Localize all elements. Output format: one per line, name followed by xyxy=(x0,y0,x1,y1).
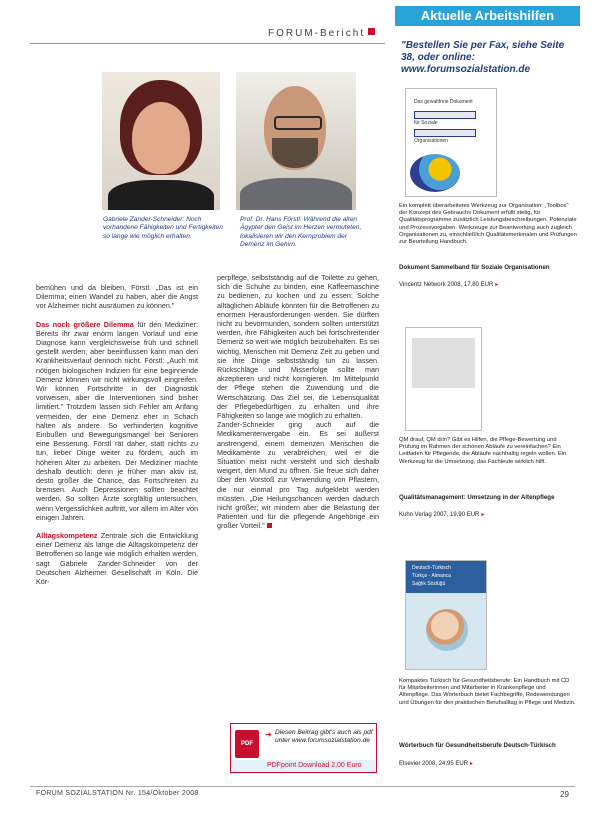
cover-bar xyxy=(414,111,476,119)
article-column-2 xyxy=(217,273,379,531)
cover-line: Deutsch-Türkisch xyxy=(412,565,451,571)
triangle-right-icon: ▸ xyxy=(470,761,474,767)
cover-bar xyxy=(414,129,476,137)
cover-graphic xyxy=(426,609,468,651)
section-marker-icon xyxy=(368,28,375,35)
cover-graphic xyxy=(412,338,475,388)
book-description-1: Ein komplett überarbeitetes Werkzeug zur Organisation: „Toolbox" der Konzept des Gebrauchs Dokument erfüllt stetig, für Qualitätsprogramme zusätzlich Leistungsbeschreibungen, Potenziale und Prozessvorgaben. Werkzeuge zur Beantwortung auch zugleich Organisationen zu, einschließlich Qualitätsmerkmalen und Prüfungen zur Beurteilung Handbuch. xyxy=(399,203,577,246)
book-cover-1 xyxy=(405,88,497,197)
triangle-right-icon: ▸ xyxy=(481,512,485,518)
photo-caption-2: Prof. Dr. Hans Förstl: Während die alten Ägypter den Geist im Herzen vermuteten, lokalisieren wir den Kernproblem der Demenz im Gehirn. xyxy=(240,216,362,249)
article-column-1 xyxy=(36,283,198,586)
book-price-2: Kuhn Verlag 2007, 19,90 EUR ▸ xyxy=(399,512,485,518)
book-cover-3 xyxy=(405,560,487,670)
book-title-2: Qualitätsmanagement: Umsetzung in der Altenpflege xyxy=(399,494,555,501)
paragraph: perpflege, selbstständig auf die Toilette zu gehen, sich die Schuhe zu binden, eine Kaffeemaschine zu bedienen, zu kochen und zu essen: Solche alltäglichen Abläufe könnten für die Betroffenen zu enormen Herausforderungen werden. Sie dürften nicht zu bevormunden, sondern sollten unterstützt werden, ihre Fähigkeiten auch bei fortschreitender Demenz so weit wie möglich beizubehalten. Es sei wichtig, Menschen mit Demenz Zeit zu geben und sie ihre Dinge selbstständig tun zu lassen. Rückschläge und Misserfolge sollte man akzeptieren und nicht korrigieren. Im Mittelpunkt der Pflege stehen die Zuwendung und die Wertschätzung. Das Ziel sei, die Lebensqualität der Pflegebedürftigen zu erhalten und ihre Fähigkeiten so lange wie möglich zu erhalten. xyxy=(217,273,379,421)
photo-caption-1: Gabriele Zander-Schneider: Noch vorhandene Fähigkeiten und Fertigkeiten so lange wie möglich erhalten. xyxy=(103,216,223,240)
lead-heading: Das noch größere Dilemma xyxy=(36,319,134,329)
paragraph xyxy=(36,320,198,522)
arrow-right-icon: ➔ xyxy=(265,730,272,739)
book-description-3: Kompaktes Türkisch für Gesundheitsberufe: Ein Handbuch mit CD für Mitarbeiterinnen und Mitarbeiter in Krankenpflege und Altenpflege. Das Wörterbuch bietet Fachbegriffe, Redewendungen und Übungen für den praktischen Berufsalltag in Pflege und Medizin. xyxy=(399,678,576,706)
portrait-beard xyxy=(272,138,318,168)
cover-line: für Soziale xyxy=(414,120,438,126)
paragraph-text: Zentrale sich die Entwicklung einer Demenz als lange die Alltagskompetenz der Betroffenen so lange wie möglich erhalten werden, sagt Gabriele Zander-Schneider von der Deutschen Alzheimer Gesellschaft in Köln. Die Kör- xyxy=(36,531,199,587)
photo-hans-foerstl xyxy=(236,72,356,210)
article-end-icon xyxy=(267,523,272,528)
book-cover-2 xyxy=(405,327,482,431)
section-label: FORUM-Bericht xyxy=(268,28,375,39)
paragraph: bemühen und da bleiben, Förstl. „Das ist ein Dilemma; einen Wandel zu haben, aber die Angst vor Alzheimer nicht ausräumen zu können." xyxy=(36,283,198,311)
cover-band xyxy=(406,561,486,593)
paragraph xyxy=(36,531,198,586)
header-rule xyxy=(30,43,385,44)
cover-line: Türkçe - Almanca xyxy=(412,573,451,579)
pdf-price-strip: PDFpoint Download 2,00 Euro xyxy=(231,760,376,772)
book-title-3: Wörterbuch für Gesundheitsberufe Deutsch-Türkisch xyxy=(399,742,556,749)
lead-heading: Alltagskompetenz xyxy=(36,531,98,541)
footer-publication: FORUM SOZIALSTATION Nr. 154/Oktober 2008 xyxy=(36,790,199,797)
sidebar-banner: Aktuelle Arbeitshilfen xyxy=(395,6,580,26)
paragraph-text: Zander-Schneider ging auch auf die Medikamentenvergabe ein. Es sei äußerst anstrengend, einem demenzen Menschen die Medikamente zu verabreichen, weil er die Situation meist nicht versteht und sich deshalb weigert, den Mund zu öffnen. Sie freue sich daher über den Vorstoß zur Verwendung von Pflastern, die nur einmal pro Tag aufgeklebt werden müssten. „Die Heilungschancen werden dadurch nicht größer; wir mindern aber die Belastung der Patienten und für die pflegende Angehörige ein großer Vorteil." xyxy=(217,420,379,531)
page-number: 29 xyxy=(560,790,569,799)
paragraph-text: für den Mediziner: Bereits ihr zwar enorm langen Vorlauf und eine Diagnose kann vergleichsweise früh und schnell gestellt werden; aber beeinflussen kann man den Krankheitsverlauf dennoch nicht. Förstl: „Auch mit nötigen biologischen Indizien für eine beginnende Demenz können wir nicht wirkungsvoll eingreifen. Wir können Fortschritte in der Diagnostik vorweisen, aber die Interventionen sind bisher limitiert." Trotzdem lassen sich Fehler am Anfang vermeiden, der eine Demenz eher in Schach halten als andere. So verhinderten kognitive Einbußen und Bewegungsmangel bei Senioren eine Besserung. Förstl rät daher, statt nichts zu tun, lieber Dinge weiter zu fördern, auch im höheren Alter zu arbeiten. Der Mediziner machte deshalb deutlich: denn je früher man aktiv ist, desto größer die Chance, das Fortschreiten zu bremsen. Auch Depressionen sollten beachtet werden. So sollten Ärzte sorgfältig untersuchen, wenn Vergesslichkeit auftritt, vor allem im Alter von einigen Jahren. xyxy=(36,319,198,522)
photo-gabriele-zander-schneider xyxy=(102,72,220,210)
cover-line: Sağlık Sözlüğü xyxy=(412,581,446,587)
portrait-body xyxy=(240,178,352,210)
book-price-1: Vincentz Network 2008, 17,80 EUR ▸ xyxy=(399,282,499,288)
order-note[interactable]: "Bestellen Sie per Fax, siehe Seite 38, oder online: www.forumsozialstation.de xyxy=(401,40,565,75)
pdf-icon: PDF xyxy=(235,730,259,758)
portrait-face xyxy=(132,102,190,174)
cover-line: Das gewaltfreie Dokument xyxy=(414,99,473,105)
portrait-body xyxy=(108,180,214,210)
sidebar xyxy=(395,0,580,800)
paragraph xyxy=(217,420,379,530)
cover-graphic xyxy=(410,154,460,192)
pdf-download-text[interactable]: Diesen Beitrag gibt's auch als pdf unter www.forumsozialstation.de xyxy=(275,729,373,745)
cover-line: Organisationen xyxy=(414,138,448,144)
triangle-right-icon: ▸ xyxy=(495,282,499,288)
book-title-1: Dokument Sammelband für Soziale Organisationen xyxy=(399,264,550,271)
portrait-glasses xyxy=(274,116,322,130)
book-description-2: QM drauf, QM drin? Gibt es Hilfen, die Pflege-Bewertung und Prüfung im Rahmen der schönen Abläufe zu vereinfachen? Ein Leitfaden für Pflegende, die Abläufe nachhaltig regeln wollen. Ein Werkzeug für die Umsetzung, das Fachleute wirklich hilft. xyxy=(399,437,567,465)
footer-rule xyxy=(30,786,575,787)
book-price-3: Elsevier 2008, 24,95 EUR ▸ xyxy=(399,761,474,767)
pdf-download-box[interactable] xyxy=(230,723,377,773)
